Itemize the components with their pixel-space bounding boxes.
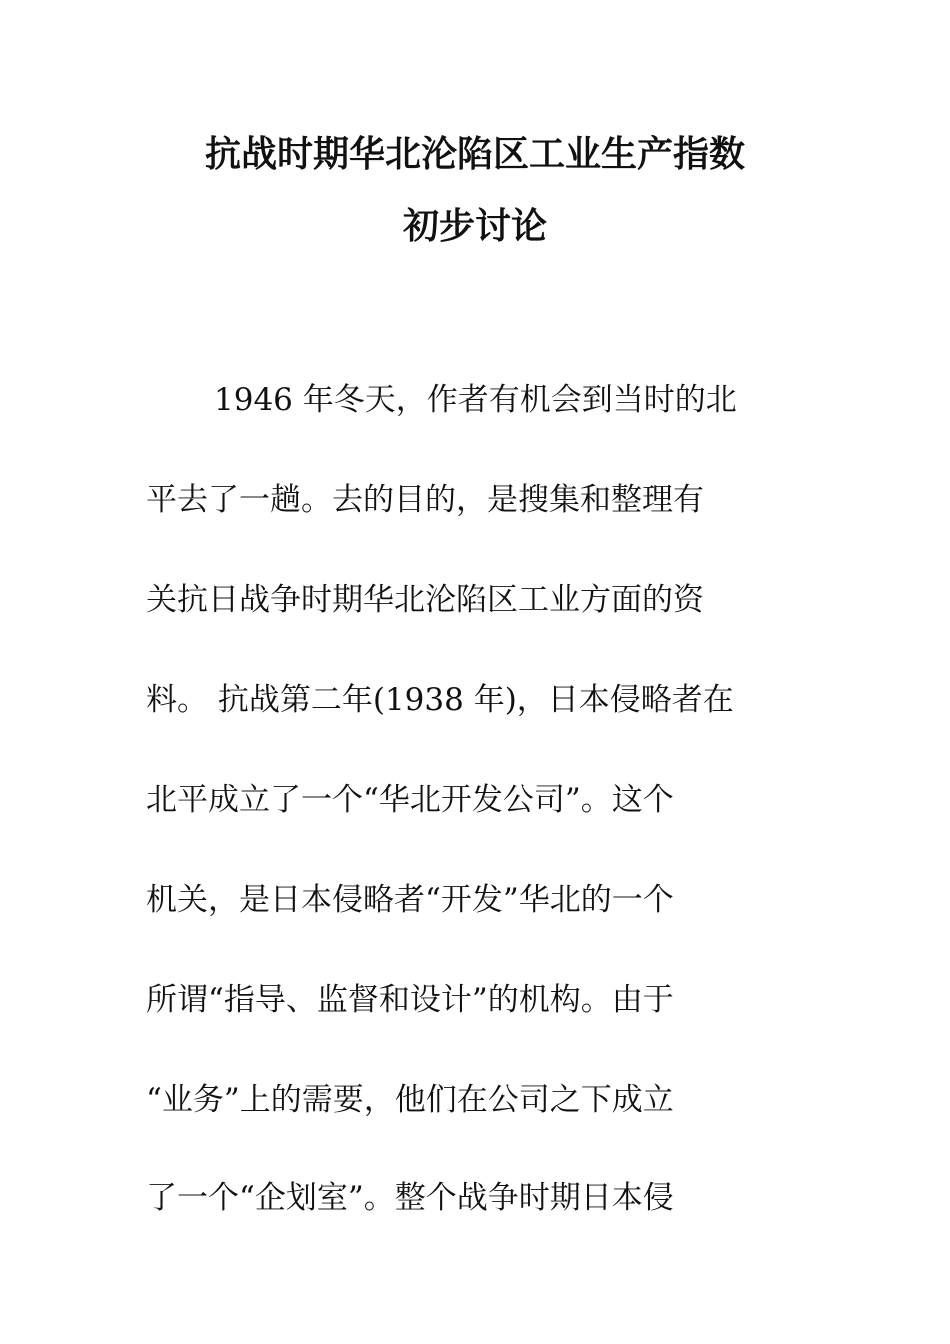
paragraph-line-1: 1946 年冬天，作者有机会到当时的北 bbox=[214, 382, 737, 418]
paragraph-line-8: “业务”上的需要，他们在公司之下成立 bbox=[146, 1082, 674, 1118]
document-title-line-1: 抗战时期华北沦陷区工业生产指数 bbox=[204, 133, 745, 175]
paragraph-line-3: 关抗日战争时期华北沦陷区工业方面的资 bbox=[146, 582, 704, 618]
paragraph-line-7: 所谓“指导、监督和设计”的机构。由于 bbox=[146, 982, 674, 1018]
paragraph-line-4: 料。 抗战第二年(1938 年)，日本侵略者在 bbox=[146, 682, 734, 718]
paragraph-line-5: 北平成立了一个“华北开发公司”。这个 bbox=[146, 782, 674, 818]
paragraph-line-6: 机关，是日本侵略者“开发”华北的一个 bbox=[146, 882, 674, 918]
document-title-line-2: 初步讨论 bbox=[402, 205, 547, 247]
paragraph-line-2: 平去了一趟。去的目的，是搜集和整理有 bbox=[146, 482, 704, 518]
paragraph-line-9: 了一个“企划室”。整个战争时期日本侵 bbox=[146, 1180, 674, 1216]
